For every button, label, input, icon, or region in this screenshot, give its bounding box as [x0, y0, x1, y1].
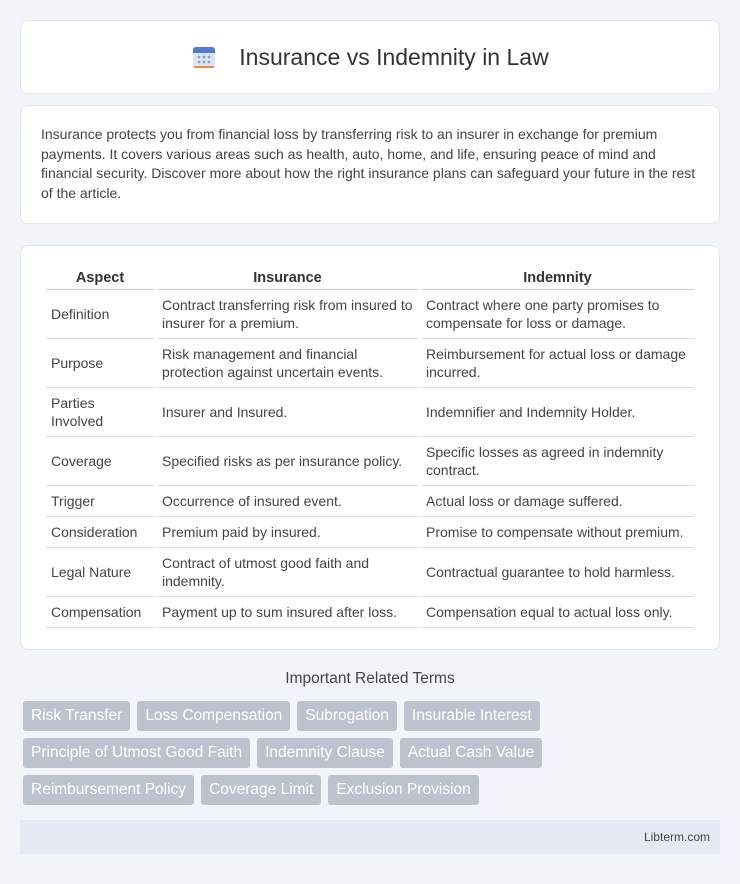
indemnity-cell: Specific losses as agreed in indemnity contract.	[421, 437, 694, 486]
tag-utmost-good-faith[interactable]: Principle of Utmost Good Faith	[23, 738, 250, 768]
tag-indemnity-clause[interactable]: Indemnity Clause	[257, 738, 393, 768]
insurance-cell: Contract of utmost good faith and indemnity.	[157, 548, 418, 597]
indemnity-cell: Actual loss or damage suffered.	[421, 486, 694, 517]
aspect-cell: Parties Involved	[46, 388, 154, 437]
insurance-cell: Risk management and financial protection against uncertain events.	[157, 339, 418, 388]
insurance-cell: Insurer and Insured.	[157, 388, 418, 437]
aspect-cell: Legal Nature	[46, 548, 154, 597]
table-row	[46, 339, 694, 388]
insurance-cell: Occurrence of insured event.	[157, 486, 418, 517]
column-header-indemnity: Indemnity	[421, 266, 694, 290]
comparison-card	[20, 245, 720, 650]
table-row	[46, 517, 694, 548]
insurance-cell: Specified risks as per insurance policy.	[157, 437, 418, 486]
insurance-cell: Payment up to sum insured after loss.	[157, 597, 418, 628]
tag-row	[23, 701, 723, 731]
tag-actual-cash-value[interactable]: Actual Cash Value	[400, 738, 542, 768]
tag-risk-transfer[interactable]: Risk Transfer	[23, 701, 130, 731]
tag-row	[23, 738, 723, 768]
insurance-cell: Premium paid by insured.	[157, 517, 418, 548]
aspect-cell: Trigger	[46, 486, 154, 517]
related-terms-title: Important Related Terms	[285, 670, 455, 687]
insurance-cell: Contract transferring risk from insured to insurer for a premium.	[157, 290, 418, 339]
table-row	[46, 486, 694, 517]
tag-subrogation[interactable]: Subrogation	[297, 701, 397, 731]
intro-text: Insurance protects you from financial loss by transferring risk to an insurer in exchange for premium payments. It covers various areas such as health, auto, home, and life, ensuring peace of mind and financial security. Discover more about how the right insurance plans can safeguard your future in the rest of the article.	[41, 126, 696, 201]
table-row	[46, 437, 694, 486]
aspect-cell: Purpose	[46, 339, 154, 388]
indemnity-cell: Indemnifier and Indemnity Holder.	[421, 388, 694, 437]
table-row	[46, 388, 694, 437]
calendar-icon	[191, 44, 217, 70]
tag-reimbursement-policy[interactable]: Reimbursement Policy	[23, 775, 194, 805]
page-title: Insurance vs Indemnity in Law	[239, 43, 549, 70]
aspect-cell: Definition	[46, 290, 154, 339]
tag-coverage-limit[interactable]: Coverage Limit	[201, 775, 321, 805]
footer	[20, 820, 720, 854]
header-card	[20, 20, 720, 94]
indemnity-cell: Compensation equal to actual loss only.	[421, 597, 694, 628]
aspect-cell: Compensation	[46, 597, 154, 628]
indemnity-cell: Contract where one party promises to compensate for loss or damage.	[421, 290, 694, 339]
indemnity-cell: Reimbursement for actual loss or damage incurred.	[421, 339, 694, 388]
tag-exclusion-provision[interactable]: Exclusion Provision	[328, 775, 478, 805]
tag-insurable-interest[interactable]: Insurable Interest	[404, 701, 540, 731]
intro-card	[20, 105, 720, 224]
table-row	[46, 597, 694, 628]
table-row	[46, 548, 694, 597]
tag-row	[23, 775, 723, 805]
indemnity-cell: Contractual guarantee to hold harmless.	[421, 548, 694, 597]
footer-site-link[interactable]: Libterm.com	[643, 830, 710, 844]
tag-loss-compensation[interactable]: Loss Compensation	[137, 701, 290, 731]
aspect-cell: Consideration	[46, 517, 154, 548]
related-terms-tags	[23, 701, 723, 812]
table-row	[46, 290, 694, 339]
column-header-insurance: Insurance	[157, 266, 418, 290]
column-header-aspect: Aspect	[46, 266, 154, 290]
indemnity-cell: Promise to compensate without premium.	[421, 517, 694, 548]
comparison-table	[43, 266, 697, 628]
aspect-cell: Coverage	[46, 437, 154, 486]
